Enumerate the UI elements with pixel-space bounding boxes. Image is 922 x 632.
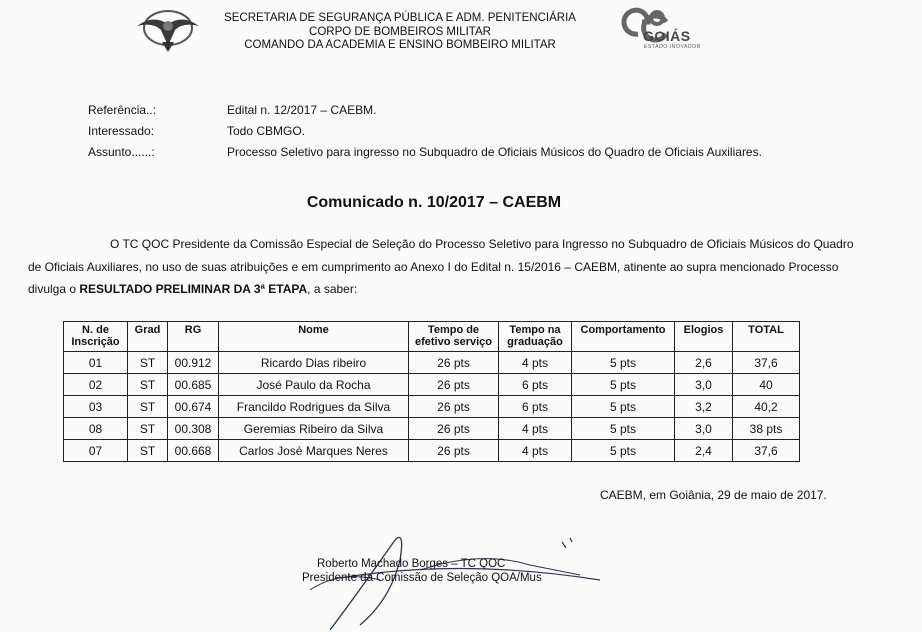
table-cell: ST bbox=[128, 440, 168, 462]
table-cell: 26 pts bbox=[409, 440, 499, 462]
body-emphasis: RESULTADO PRELIMINAR DA 3ª ETAPA bbox=[79, 282, 308, 296]
table-cell: 00.674 bbox=[168, 396, 219, 418]
col-header: N. de Inscrição bbox=[64, 322, 128, 352]
table-cell: Ricardo Dias ribeiro bbox=[219, 352, 409, 374]
table-cell: 40,2 bbox=[733, 396, 800, 418]
table-cell: 38 pts bbox=[733, 418, 800, 440]
subject-value: Processo Seletivo para ingresso no Subquadro de Oficiais Músicos do Quadro de Oficiais Auxiliares. bbox=[227, 145, 762, 159]
header-line-1: SECRETARIA DE SEGURANÇA PÚBLICA E ADM. PENITENCIÁRIA bbox=[224, 12, 576, 24]
col-header: Tempo de efetivo serviço bbox=[409, 322, 499, 352]
document-title: Comunicado n. 10/2017 – CAEBM bbox=[306, 194, 562, 211]
table-row bbox=[64, 396, 800, 418]
table-cell: ST bbox=[128, 418, 168, 440]
table-cell: 5 pts bbox=[572, 396, 675, 418]
header-line-2: CORPO DE BOMBEIROS MILITAR bbox=[309, 25, 491, 38]
reference-value: Edital n. 12/2017 – CAEBM. bbox=[227, 103, 377, 117]
table-cell: 00.912 bbox=[168, 352, 219, 374]
table-cell: Carlos José Marques Neres bbox=[219, 440, 409, 462]
table-cell: 37,6 bbox=[733, 440, 800, 462]
interested-value: Todo CBMGO. bbox=[227, 124, 306, 138]
signatory-name: Roberto Machado Borges – TC QOC bbox=[317, 558, 506, 570]
table-cell: 5 pts bbox=[572, 440, 675, 462]
goias-logo-subtitle: ESTADO INOVADOR bbox=[644, 44, 701, 50]
table-cell: 5 pts bbox=[572, 352, 675, 374]
reference-row bbox=[88, 103, 376, 117]
table-cell: 26 pts bbox=[409, 418, 499, 440]
table-cell: 26 pts bbox=[409, 374, 499, 396]
table-header-row bbox=[64, 322, 800, 352]
subject-row bbox=[88, 145, 762, 159]
table-cell: 01 bbox=[64, 352, 128, 374]
table-cell: ST bbox=[128, 352, 168, 374]
table-cell: 3,2 bbox=[675, 396, 733, 418]
table-cell: 4 pts bbox=[499, 440, 572, 462]
table-cell: Francildo Rodrigues da Silva bbox=[219, 396, 409, 418]
table-cell: 02 bbox=[64, 374, 128, 396]
table-cell: 37,6 bbox=[733, 352, 800, 374]
table-cell: 2,6 bbox=[675, 352, 733, 374]
signatory-role: Presidente da Comissão de Seleção QOA/Mus bbox=[302, 572, 542, 584]
table-cell: 5 pts bbox=[572, 418, 675, 440]
table-row bbox=[64, 374, 800, 396]
results-table bbox=[63, 321, 800, 462]
table-cell: 07 bbox=[64, 440, 128, 462]
table-cell: 5 pts bbox=[572, 374, 675, 396]
table-row bbox=[64, 418, 800, 440]
goias-logo-text: GOIÁS bbox=[643, 28, 691, 44]
subject-label: Assunto......: bbox=[88, 145, 155, 159]
interested-label: Interessado: bbox=[88, 124, 155, 138]
body-text: O TC QOC Presidente da Comissão Especial de Seleção do Processo Seletivo para Ingresso no Subquadro de Oficiais Músicos do Quadro de Oficiais Auxiliares, no uso de suas atribuições e em cumprimento ao Anexo I do Edital n. 15/2016 – CAEBM, atinente ao supra mencionado Processo divulga o bbox=[28, 237, 854, 296]
table-cell: 3,0 bbox=[675, 374, 733, 396]
table-cell: 3,0 bbox=[675, 418, 733, 440]
table-cell: 08 bbox=[64, 418, 128, 440]
col-header: RG bbox=[168, 322, 219, 352]
table-cell: 03 bbox=[64, 396, 128, 418]
table-row bbox=[64, 352, 800, 374]
firefighters-emblem-icon bbox=[135, 6, 201, 54]
table-cell: 4 pts bbox=[499, 352, 572, 374]
col-header: TOTAL bbox=[733, 322, 800, 352]
table-cell: 6 pts bbox=[499, 396, 572, 418]
table-cell: 26 pts bbox=[409, 396, 499, 418]
table-cell: 6 pts bbox=[499, 374, 572, 396]
col-header: Grad bbox=[128, 322, 168, 352]
table-row bbox=[64, 440, 800, 462]
header-line-3: COMANDO DA ACADEMIA E ENSINO BOMBEIRO MILITAR bbox=[244, 39, 556, 51]
table-cell: 00.308 bbox=[168, 418, 219, 440]
table-cell: ST bbox=[128, 396, 168, 418]
col-header: Comportamento bbox=[572, 322, 675, 352]
place-date: CAEBM, em Goiânia, 29 de maio de 2017. bbox=[600, 488, 827, 502]
table-cell: 00.685 bbox=[168, 374, 219, 396]
reference-label: Referência..: bbox=[88, 103, 157, 117]
table-cell: 00.668 bbox=[168, 440, 219, 462]
body-tail: , a saber: bbox=[307, 282, 358, 296]
table-cell: ST bbox=[128, 374, 168, 396]
interested-row bbox=[88, 124, 305, 138]
body-paragraph bbox=[28, 233, 858, 301]
table-cell: José Paulo da Rocha bbox=[219, 374, 409, 396]
col-header: Elogios bbox=[675, 322, 733, 352]
table-cell: 40 bbox=[733, 374, 800, 396]
col-header: Nome bbox=[219, 322, 409, 352]
table-cell: 26 pts bbox=[409, 352, 499, 374]
institution-header bbox=[210, 12, 590, 53]
table-cell: Geremias Ribeiro da Silva bbox=[219, 418, 409, 440]
table-cell: 2,4 bbox=[675, 440, 733, 462]
table-cell: 4 pts bbox=[499, 418, 572, 440]
col-header: Tempo na graduação bbox=[499, 322, 572, 352]
